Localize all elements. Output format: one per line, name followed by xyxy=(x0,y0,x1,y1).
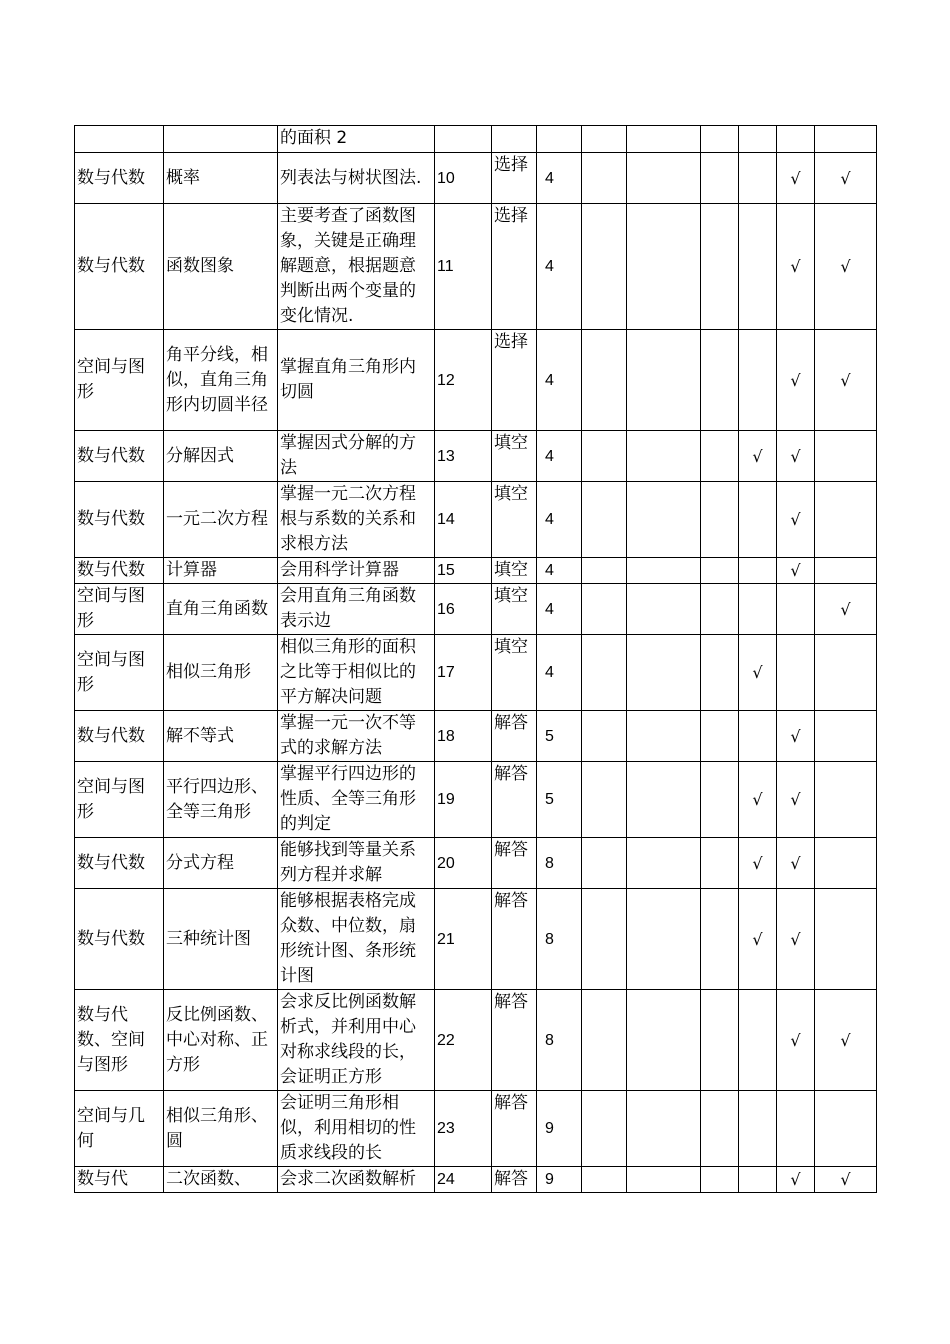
table-row xyxy=(75,838,877,889)
check-cell: √ xyxy=(777,838,815,889)
score-cell: 4 xyxy=(537,558,582,584)
score-cell: 8 xyxy=(537,889,582,990)
score-cell: 4 xyxy=(537,584,582,635)
area-cell: 数与代数 xyxy=(75,711,164,762)
table-row xyxy=(75,711,877,762)
check-cell xyxy=(701,126,739,153)
blank-cell xyxy=(627,126,701,153)
check-cell xyxy=(701,584,739,635)
blank-cell xyxy=(627,330,701,431)
check-cell: √ xyxy=(815,584,877,635)
topic-cell: 角平分线，相似，直角三角形内切圆半径 xyxy=(164,330,278,431)
check-cell xyxy=(701,482,739,558)
knowledge-point-table xyxy=(74,125,877,1193)
check-cell: √ xyxy=(777,558,815,584)
question-type-cell: 解答 xyxy=(492,711,537,762)
description-cell: 列表法与树状图法. xyxy=(278,153,435,204)
check-cell xyxy=(815,838,877,889)
check-cell xyxy=(815,889,877,990)
check-cell: √ xyxy=(777,204,815,330)
table-row xyxy=(75,1167,877,1193)
area-cell: 空间与图形 xyxy=(75,635,164,711)
blank-cell xyxy=(582,762,627,838)
check-cell xyxy=(701,635,739,711)
check-cell xyxy=(701,153,739,204)
blank-cell xyxy=(627,558,701,584)
score-cell: 5 xyxy=(537,762,582,838)
description-cell: 会求反比例函数解析式，并利用中心对称求线段的长，会证明正方形 xyxy=(278,990,435,1091)
blank-cell xyxy=(582,635,627,711)
area-cell: 数与代数 xyxy=(75,889,164,990)
check-cell xyxy=(739,126,777,153)
question-type-cell: 解答 xyxy=(492,889,537,990)
check-cell xyxy=(815,431,877,482)
table-row xyxy=(75,762,877,838)
score-cell: 9 xyxy=(537,1091,582,1167)
blank-cell xyxy=(582,1091,627,1167)
topic-cell: 平行四边形、全等三角形 xyxy=(164,762,278,838)
blank-cell xyxy=(582,482,627,558)
check-cell: √ xyxy=(777,889,815,990)
question-type-cell: 选择 xyxy=(492,204,537,330)
description-cell: 主要考查了函数图象，关键是正确理解题意，根据题意判断出两个变量的变化情况. xyxy=(278,204,435,330)
score-cell xyxy=(537,126,582,153)
blank-cell xyxy=(582,990,627,1091)
question-number-cell: 15 xyxy=(435,558,492,584)
table-body xyxy=(75,126,877,1193)
question-number-cell: 12 xyxy=(435,330,492,431)
topic-cell: 计算器 xyxy=(164,558,278,584)
check-cell xyxy=(815,482,877,558)
topic-cell: 直角三角函数 xyxy=(164,584,278,635)
score-cell: 8 xyxy=(537,990,582,1091)
table-row xyxy=(75,482,877,558)
topic-cell: 分式方程 xyxy=(164,838,278,889)
blank-cell xyxy=(627,838,701,889)
check-cell xyxy=(739,711,777,762)
check-cell: √ xyxy=(815,1167,877,1193)
description-cell: 掌握因式分解的方法 xyxy=(278,431,435,482)
question-number-cell: 23 xyxy=(435,1091,492,1167)
description-cell: 会求二次函数解析 xyxy=(278,1167,435,1193)
description-cell: 掌握直角三角形内切圆 xyxy=(278,330,435,431)
blank-cell xyxy=(582,431,627,482)
question-number-cell: 10 xyxy=(435,153,492,204)
check-cell: √ xyxy=(815,990,877,1091)
blank-cell xyxy=(582,1167,627,1193)
check-cell xyxy=(701,330,739,431)
check-cell xyxy=(815,635,877,711)
table-row xyxy=(75,204,877,330)
topic-cell: 解不等式 xyxy=(164,711,278,762)
blank-cell xyxy=(627,431,701,482)
area-cell: 数与代 xyxy=(75,1167,164,1193)
check-cell: √ xyxy=(815,153,877,204)
question-number-cell: 11 xyxy=(435,204,492,330)
area-cell: 数与代数 xyxy=(75,558,164,584)
score-cell: 4 xyxy=(537,330,582,431)
check-cell xyxy=(701,431,739,482)
topic-cell: 三种统计图 xyxy=(164,889,278,990)
check-cell xyxy=(701,204,739,330)
question-number-cell: 21 xyxy=(435,889,492,990)
check-cell xyxy=(739,584,777,635)
description-cell: 会用直角三角函数表示边 xyxy=(278,584,435,635)
check-cell xyxy=(777,635,815,711)
question-type-cell: 解答 xyxy=(492,838,537,889)
table-row xyxy=(75,889,877,990)
check-cell xyxy=(815,558,877,584)
check-cell xyxy=(701,990,739,1091)
area-cell: 空间与图形 xyxy=(75,762,164,838)
table-row xyxy=(75,558,877,584)
check-cell xyxy=(815,762,877,838)
check-cell: √ xyxy=(815,330,877,431)
check-cell: √ xyxy=(739,889,777,990)
blank-cell xyxy=(627,1167,701,1193)
check-cell: √ xyxy=(739,431,777,482)
topic-cell: 分解因式 xyxy=(164,431,278,482)
score-cell: 4 xyxy=(537,153,582,204)
area-cell: 数与代数 xyxy=(75,482,164,558)
question-type-cell: 填空 xyxy=(492,431,537,482)
topic-cell: 相似三角形 xyxy=(164,635,278,711)
check-cell xyxy=(777,1091,815,1167)
blank-cell xyxy=(627,711,701,762)
description-cell: 掌握一元一次不等式的求解方法 xyxy=(278,711,435,762)
blank-cell xyxy=(582,889,627,990)
area-cell: 空间与几何 xyxy=(75,1091,164,1167)
score-cell: 4 xyxy=(537,635,582,711)
check-cell: √ xyxy=(777,330,815,431)
check-cell xyxy=(701,558,739,584)
table-row xyxy=(75,126,877,153)
area-cell: 空间与图形 xyxy=(75,584,164,635)
blank-cell xyxy=(582,584,627,635)
description-cell: 掌握一元二次方程根与系数的关系和求根方法 xyxy=(278,482,435,558)
topic-cell xyxy=(164,126,278,153)
question-type-cell: 填空 xyxy=(492,584,537,635)
blank-cell xyxy=(627,1091,701,1167)
topic-cell: 二次函数、 xyxy=(164,1167,278,1193)
table-row xyxy=(75,153,877,204)
blank-cell xyxy=(627,153,701,204)
check-cell xyxy=(739,153,777,204)
area-cell: 数与代数 xyxy=(75,204,164,330)
score-cell: 5 xyxy=(537,711,582,762)
description-cell: 会证明三角形相似，利用相切的性质求线段的长 xyxy=(278,1091,435,1167)
question-number-cell: 24 xyxy=(435,1167,492,1193)
blank-cell xyxy=(627,584,701,635)
blank-cell xyxy=(627,762,701,838)
check-cell: √ xyxy=(777,482,815,558)
question-number-cell: 17 xyxy=(435,635,492,711)
blank-cell xyxy=(582,558,627,584)
check-cell xyxy=(701,762,739,838)
blank-cell xyxy=(627,635,701,711)
area-cell: 数与代数 xyxy=(75,431,164,482)
description-cell: 掌握平行四边形的性质、全等三角形的判定 xyxy=(278,762,435,838)
check-cell xyxy=(701,711,739,762)
question-number-cell: 13 xyxy=(435,431,492,482)
blank-cell xyxy=(582,153,627,204)
question-type-cell: 填空 xyxy=(492,558,537,584)
blank-cell xyxy=(582,838,627,889)
topic-cell: 相似三角形、圆 xyxy=(164,1091,278,1167)
description-cell: 能够找到等量关系列方程并求解 xyxy=(278,838,435,889)
question-type-cell: 填空 xyxy=(492,482,537,558)
area-cell: 数与代数、空间与图形 xyxy=(75,990,164,1091)
area-cell: 数与代数 xyxy=(75,838,164,889)
area-cell xyxy=(75,126,164,153)
topic-cell: 函数图象 xyxy=(164,204,278,330)
check-cell xyxy=(701,889,739,990)
question-type-cell: 解答 xyxy=(492,762,537,838)
check-cell: √ xyxy=(777,990,815,1091)
question-type-cell: 解答 xyxy=(492,990,537,1091)
check-cell xyxy=(739,482,777,558)
blank-cell xyxy=(627,889,701,990)
check-cell xyxy=(739,204,777,330)
score-cell: 4 xyxy=(537,482,582,558)
check-cell: √ xyxy=(777,153,815,204)
check-cell xyxy=(739,558,777,584)
score-cell: 9 xyxy=(537,1167,582,1193)
check-cell xyxy=(701,1167,739,1193)
check-cell xyxy=(815,1091,877,1167)
table-row xyxy=(75,330,877,431)
check-cell: √ xyxy=(777,711,815,762)
description-cell: 的面积 2 xyxy=(278,126,435,153)
table-row xyxy=(75,990,877,1091)
question-type-cell: 解答 xyxy=(492,1167,537,1193)
score-cell: 4 xyxy=(537,431,582,482)
table-row xyxy=(75,635,877,711)
check-cell xyxy=(815,126,877,153)
check-cell xyxy=(701,838,739,889)
description-cell: 相似三角形的面积之比等于相似比的平方解决问题 xyxy=(278,635,435,711)
table-row xyxy=(75,1091,877,1167)
question-type-cell: 选择 xyxy=(492,330,537,431)
question-number-cell: 20 xyxy=(435,838,492,889)
area-cell: 空间与图形 xyxy=(75,330,164,431)
blank-cell xyxy=(582,126,627,153)
topic-cell: 概率 xyxy=(164,153,278,204)
question-type-cell: 填空 xyxy=(492,635,537,711)
blank-cell xyxy=(582,711,627,762)
score-cell: 8 xyxy=(537,838,582,889)
check-cell xyxy=(739,330,777,431)
check-cell xyxy=(739,1091,777,1167)
check-cell: √ xyxy=(815,204,877,330)
question-type-cell: 选择 xyxy=(492,153,537,204)
check-cell: √ xyxy=(777,431,815,482)
question-number-cell: 14 xyxy=(435,482,492,558)
question-number-cell xyxy=(435,126,492,153)
check-cell xyxy=(739,1167,777,1193)
check-cell xyxy=(739,990,777,1091)
blank-cell xyxy=(627,990,701,1091)
check-cell: √ xyxy=(777,1167,815,1193)
check-cell xyxy=(777,126,815,153)
score-cell: 4 xyxy=(537,204,582,330)
table-row xyxy=(75,431,877,482)
blank-cell xyxy=(582,204,627,330)
question-number-cell: 22 xyxy=(435,990,492,1091)
area-cell: 数与代数 xyxy=(75,153,164,204)
topic-cell: 反比例函数、中心对称、正方形 xyxy=(164,990,278,1091)
blank-cell xyxy=(582,330,627,431)
blank-cell xyxy=(627,482,701,558)
check-cell: √ xyxy=(739,838,777,889)
description-cell: 能够根据表格完成众数、中位数，扇形统计图、条形统计图 xyxy=(278,889,435,990)
description-cell: 会用科学计算器 xyxy=(278,558,435,584)
question-type-cell xyxy=(492,126,537,153)
check-cell xyxy=(777,584,815,635)
check-cell xyxy=(701,1091,739,1167)
question-number-cell: 19 xyxy=(435,762,492,838)
table-row xyxy=(75,584,877,635)
question-type-cell: 解答 xyxy=(492,1091,537,1167)
check-cell: √ xyxy=(777,762,815,838)
question-number-cell: 18 xyxy=(435,711,492,762)
check-cell: √ xyxy=(739,762,777,838)
check-cell: √ xyxy=(739,635,777,711)
topic-cell: 一元二次方程 xyxy=(164,482,278,558)
check-cell xyxy=(815,711,877,762)
question-number-cell: 16 xyxy=(435,584,492,635)
blank-cell xyxy=(627,204,701,330)
